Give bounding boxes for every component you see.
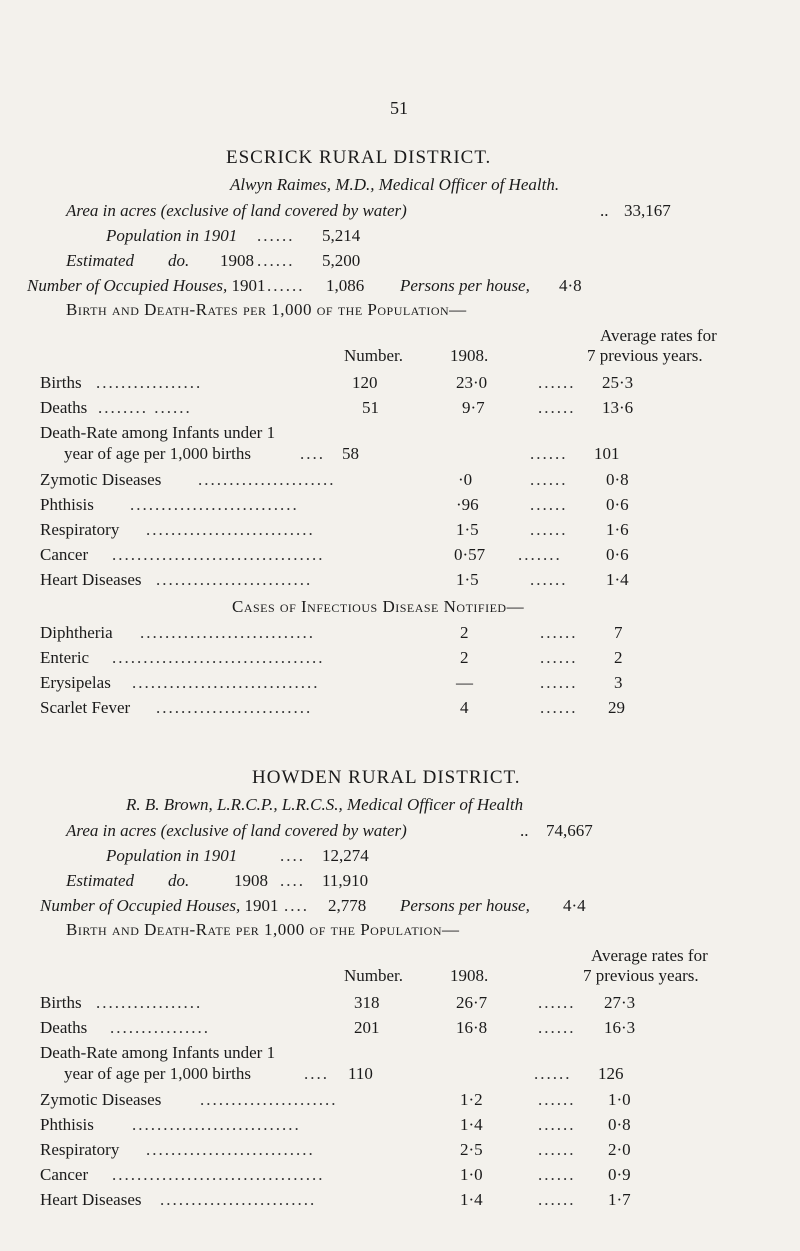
howden-row-deaths: Deaths ................ 201 16·8 ...... 16·3 [40, 1018, 636, 1037]
escrick-rates-heading: Birth and Death-Rates per 1,000 of the Population— [66, 300, 467, 319]
howden-col-number: Number. [344, 966, 404, 985]
escrick-row-infant-2: year of age per 1,000 births .... 58 ...... 101 [64, 444, 620, 463]
escrick-row-cancer: Cancer .................................. 0·57 ....... 0·6 [40, 545, 629, 564]
howden-area-label: Area in acres (exclusive of land covered by water) [66, 821, 407, 840]
escrick-row-diphtheria: Diphtheria ............................ 2 ...... 7 [40, 623, 623, 642]
howden-pop1901-label: Population in 1901 [106, 846, 238, 865]
howden-row-zymotic: Zymotic Diseases ...................... 1·2 ...... 1·0 [40, 1090, 631, 1109]
howden-row-infant-2: year of age per 1,000 births .... 110 ...... 126 [64, 1064, 624, 1083]
howden-est1908-value: 11,910 [322, 871, 369, 890]
howden-row-respiratory: Respiratory ........................... 2·5 ...... 2·0 [40, 1140, 631, 1159]
howden-houses-value: 2,778 [328, 896, 367, 915]
howden-col-avg1: Average rates for [591, 946, 708, 965]
howden-row-infant-1: Death-Rate among Infants under 1 [40, 1043, 276, 1062]
howden-rates-heading: Birth and Death-Rate per 1,000 of the Population— [66, 920, 460, 939]
escrick-houses-value: 1,086 [326, 276, 365, 295]
howden-col-avg2: 7 previous years. [583, 966, 699, 985]
escrick-col-avg2: 7 previous years. [587, 346, 703, 365]
escrick-col-number: Number. [344, 346, 404, 365]
howden-pop1901-value: 12,274 [322, 846, 369, 865]
howden-row-cancer: Cancer .................................. 1·0 ...... 0·9 [40, 1165, 631, 1184]
escrick-area-value: 33,167 [624, 201, 671, 220]
document-page: 51 ESCRICK RURAL DISTRICT. Alwyn Raimes, M.D., Medical Officer of Health. Area in acres (exclusive of land covered by water) .. 33,167 Population in 1901 ...... 5,214 Estimated do. 1908 ...... 5,200 Number of Occupied Houses, 1901 ...... 1,086 Persons per house, 4·8 Birth and Death-Rates per 1,000 of the Population— Average rates for Number. 1908. 7 previous years. Births ................. 120 23·0 ...... 25·3 Deaths ........ ...... 51 9·7 ...... 13·6 Death-Rate among Infants under 1 year of age per 1,000 births .... 58 ...... 101 Zymotic Diseases ...................... ·0 ...... 0·8 Phthisis ........................... ·96 ...... 0·6 Respiratory ........................... 1·5 ...... 1·6 Cancer .................................. 0·57 ....... 0·6 Heart Diseases ......................... 1·5 ...... 1·4 Cases of Infectious Disease Notified— Diphtheria ............................ 2 ...... 7 Enteric .................................. 2 ...... 2 Erysipelas .............................. — ...... 3 Scarlet Fever ......................... 4 ...... 29 HOWDEN RURAL DISTRICT. R. B. Brown, L.R.C.P., L.R.C.S., Medical Officer of Health Area in acres (exclusive of land covered by water) .. 74,667 Population in 1901 .... 12,274 Estimated do. 1908 .... 11,910 Number of Occupied Houses, 1901 .... 2,778 Persons per house, 4·4 Birth and Death-Rate per 1,000 of the Population— Average rates for Number. 1908. 7 previous years. Births ................. 318 26·7 ...... 27·3 Deaths ................ 201 16·8 ...... 16·3 Death-Rate among Infants under 1 year of age per 1,000 births .... 110 ...... 126 Zymotic Diseases ...................... 1·2 ...... 1·0 Phthisis ........................... 1·4 ...... 0·8 Respiratory ........................... 2·5 ...... 2·0 Cancer .................................. 1·0 ...... 0·9 Heart Diseases ......................... 1·4 ...... 1·7 [0, 0, 800, 1251]
escrick-pop1901-label: Population in 1901 [106, 226, 238, 245]
escrick-infectious-heading: Cases of Infectious Disease Notified— [232, 597, 525, 616]
escrick-area-label: Area in acres (exclusive of land covered by water) [66, 201, 407, 220]
howden-area-value: 74,667 [546, 821, 593, 840]
escrick-row-infant-1: Death-Rate among Infants under 1 [40, 423, 276, 442]
escrick-officer: Alwyn Raimes, M.D., Medical Officer of Health. [230, 175, 560, 194]
escrick-row-births: Births ................. 120 23·0 ...... 25·3 [40, 373, 634, 392]
escrick-per-house-value: 4·8 [559, 276, 582, 295]
escrick-est1908-value: 5,200 [322, 251, 361, 270]
page-number: 51 [390, 98, 408, 118]
howden-row-heart: Heart Diseases ......................... 1·4 ...... 1·7 [40, 1190, 631, 1209]
howden-col-year: 1908. [450, 966, 489, 985]
escrick-row-scarlet-fever: Scarlet Fever ......................... 4 ...... 29 [40, 698, 625, 717]
escrick-row-deaths: Deaths ........ ...... 51 9·7 ...... 13·6 [40, 398, 634, 417]
escrick-col-year: 1908. [450, 346, 489, 365]
escrick-pop1901-value: 5,214 [322, 226, 361, 245]
howden-row-phthisis: Phthisis ........................... 1·4 ...... 0·8 [40, 1115, 631, 1134]
escrick-row-erysipelas: Erysipelas .............................. — ...... 3 [40, 673, 623, 692]
escrick-row-phthisis: Phthisis ........................... ·96 ...... 0·6 [40, 495, 629, 514]
escrick-row-enteric: Enteric .................................. 2 ...... 2 [40, 648, 623, 667]
howden-officer: R. B. Brown, L.R.C.P., L.R.C.S., Medical Officer of Health [126, 795, 524, 814]
escrick-row-respiratory: Respiratory ........................... 1·5 ...... 1·6 [40, 520, 629, 539]
escrick-row-zymotic: Zymotic Diseases ...................... ·0 ...... 0·8 [40, 470, 629, 489]
howden-title: HOWDEN RURAL DISTRICT. [252, 767, 521, 788]
escrick-title: ESCRICK RURAL DISTRICT. [226, 147, 492, 168]
howden-row-births: Births ................. 318 26·7 ...... 27·3 [40, 993, 636, 1012]
howden-per-house-value: 4·4 [563, 896, 586, 915]
escrick-col-avg1: Average rates for [600, 326, 717, 345]
escrick-row-heart: Heart Diseases ......................... 1·5 ...... 1·4 [40, 570, 629, 589]
